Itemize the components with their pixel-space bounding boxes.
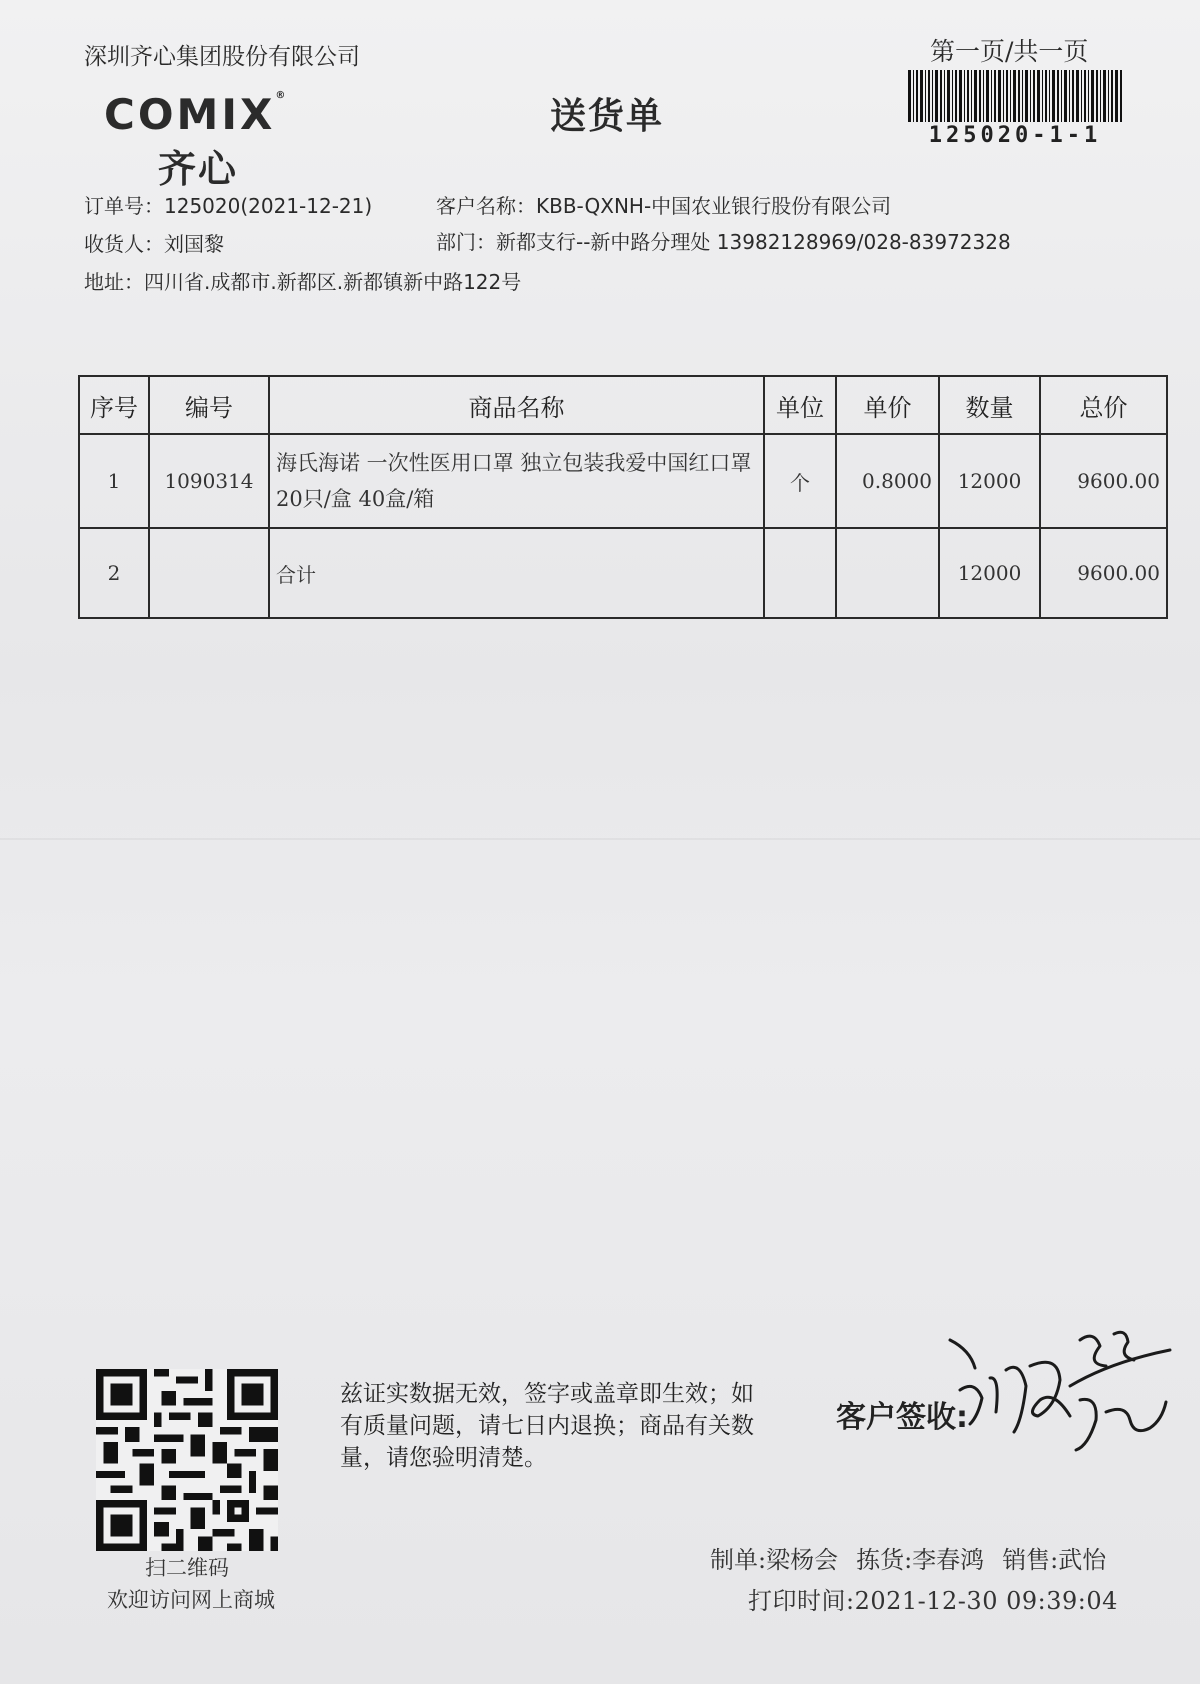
qr-code-icon[interactable] bbox=[96, 1369, 278, 1551]
comix-logo: COMIX® bbox=[104, 90, 289, 139]
sales-name: 销售:武怡 bbox=[1002, 1546, 1107, 1574]
cell-qty: 12000 bbox=[939, 528, 1040, 618]
column-header-seq: 序号 bbox=[79, 376, 149, 434]
print-time: 打印时间:2021-12-30 09:39:04 bbox=[748, 1587, 1118, 1615]
cell-price bbox=[836, 528, 939, 618]
column-header-price: 单价 bbox=[836, 376, 939, 434]
order-number: 订单号：125020(2021-12-21) bbox=[84, 194, 373, 218]
qr-caption-scan: 扫二维码 bbox=[145, 1556, 229, 1580]
table-row bbox=[79, 434, 1167, 528]
receiver-name: 收货人：刘国黎 bbox=[84, 232, 224, 256]
column-header-code: 编号 bbox=[149, 376, 269, 434]
cell-code bbox=[149, 528, 269, 618]
customer-name: 客户名称：KBB-QXNH-中国农业银行股份有限公司 bbox=[436, 194, 892, 218]
cell-product-name: 海氏海诺 一次性医用口罩 独立包装我爱中国红口罩 20只/盒 40盒/箱 bbox=[269, 434, 764, 528]
column-header-total: 总价 bbox=[1040, 376, 1167, 434]
department-info: 部门：新都支行--新中路分理处 13982128969/028-83972328 bbox=[436, 230, 1011, 254]
cell-product-name: 合计 bbox=[269, 528, 764, 618]
qr-caption-mall: 欢迎访问网上商城 bbox=[107, 1588, 275, 1612]
picker-name: 拣货:李春鸿 bbox=[856, 1546, 985, 1574]
cell-total: 9600.00 bbox=[1040, 434, 1167, 528]
validity-notice: 兹证实数据无效，签字或盖章即生效；如有质量问题，请七日内退换；商品有关数量，请您验明清楚。 bbox=[340, 1381, 754, 1471]
barcode-number: 125020-1-1 bbox=[928, 123, 1102, 148]
cell-unit bbox=[764, 528, 836, 618]
staff-info bbox=[710, 1540, 1124, 1575]
delivery-address: 地址：四川省.成都市.新都区.新都镇新中路122号 bbox=[84, 270, 522, 294]
cell-seq: 1 bbox=[79, 434, 149, 528]
column-header-name: 商品名称 bbox=[269, 376, 764, 434]
column-header-unit: 单位 bbox=[764, 376, 836, 434]
table-row bbox=[79, 528, 1167, 618]
cell-qty: 12000 bbox=[939, 434, 1040, 528]
goods-table bbox=[78, 375, 1168, 619]
cell-code: 1090314 bbox=[149, 434, 269, 528]
paper-fold-line bbox=[0, 838, 1200, 840]
table-header-row bbox=[79, 376, 1167, 434]
cell-price: 0.8000 bbox=[836, 434, 939, 528]
barcode-icon bbox=[908, 70, 1122, 122]
cell-seq: 2 bbox=[79, 528, 149, 618]
cell-unit: 个 bbox=[764, 434, 836, 528]
column-header-qty: 数量 bbox=[939, 376, 1040, 434]
company-name: 深圳齐心集团股份有限公司 bbox=[84, 44, 360, 70]
cell-total: 9600.00 bbox=[1040, 528, 1167, 618]
page-info: 第一页/共一页 bbox=[930, 37, 1089, 66]
comix-logo-cn: 齐心 bbox=[158, 147, 239, 191]
handwritten-signature bbox=[930, 1320, 1190, 1470]
document-title: 送货单 bbox=[550, 96, 665, 137]
maker-name: 制单:梁杨会 bbox=[710, 1546, 839, 1574]
customer-sign-label: 客户签收: bbox=[836, 1400, 968, 1435]
